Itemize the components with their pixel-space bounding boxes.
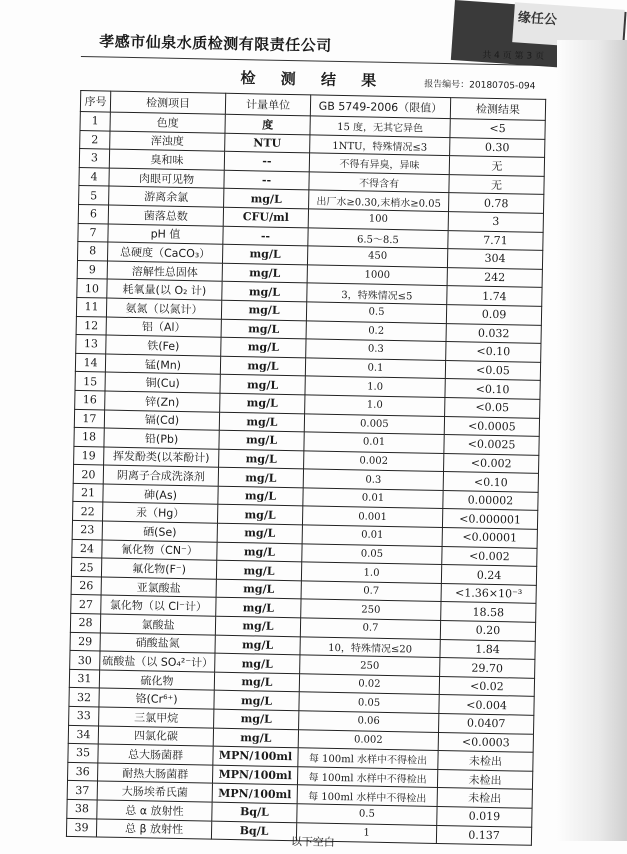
cell-item: 总硬度（CaCO₃） <box>107 242 222 263</box>
background-sheet-text: 缘任公 <box>512 2 625 50</box>
cell-unit: mg/L <box>218 467 303 487</box>
cell-item: 铅(Pb) <box>104 428 219 449</box>
cell-result: 0.09 <box>446 304 541 324</box>
cell-item: 硫酸盐（以 SO₄²⁻计） <box>100 651 215 672</box>
cell-no: 3 <box>79 149 109 168</box>
cell-unit: mg/L <box>213 728 298 748</box>
cell-item: 砷(As) <box>103 484 218 505</box>
cell-unit: mg/L <box>220 356 305 376</box>
cell-result: <0.02 <box>439 676 534 696</box>
cell-no: 13 <box>76 335 106 354</box>
cell-item: 硒(Se) <box>102 521 217 542</box>
cell-unit: mg/L <box>217 505 302 525</box>
cell-item: 耗氧量(以 O₂ 计) <box>107 279 222 300</box>
cell-limit: 6.5～8.5 <box>308 227 448 248</box>
cell-no: 19 <box>74 446 104 465</box>
cell-unit: -- <box>223 226 308 246</box>
page-count: 共 4 页 第 3 页 <box>482 50 545 62</box>
cell-result: <0.0025 <box>444 435 539 455</box>
cell-no: 21 <box>73 483 103 502</box>
end-note: 以下空白 <box>290 835 335 850</box>
cell-item: 氯化物（以 Cl⁻计） <box>101 595 216 616</box>
cell-result: <0.002 <box>442 546 537 566</box>
cell-limit: 0.02 <box>299 674 439 695</box>
cell-unit: Bq/L <box>212 802 297 822</box>
cell-no: 32 <box>69 688 99 707</box>
cell-no: 34 <box>68 725 98 744</box>
cell-no: 38 <box>67 799 97 818</box>
report-number: 报告编号：20180705-094 <box>424 79 536 92</box>
cell-result: 未检出 <box>437 769 532 789</box>
cell-item: 三氯甲烷 <box>99 707 214 728</box>
cell-unit: mg/L <box>222 244 307 264</box>
cell-limit: 1 <box>296 822 436 843</box>
company-name: 孝感市仙泉水质检测有限责任公司 <box>99 32 332 55</box>
cell-no: 5 <box>79 186 109 205</box>
cell-unit: mg/L <box>214 672 299 692</box>
cell-no: 28 <box>70 613 100 632</box>
cell-no: 15 <box>75 372 105 391</box>
cell-unit: mg/L <box>220 375 305 395</box>
cell-unit: mg/L <box>219 412 304 432</box>
cell-item: 总大肠菌群 <box>98 744 213 765</box>
cell-item: 色度 <box>110 112 225 133</box>
cell-item: 溶解性总固体 <box>107 261 222 282</box>
cell-limit: 0.2 <box>306 320 446 341</box>
cell-unit: NTU <box>225 133 310 153</box>
cell-unit: 度 <box>225 114 310 134</box>
cell-no: 29 <box>70 632 100 651</box>
cell-result: 未检出 <box>438 751 533 771</box>
cell-item: 铁(Fe) <box>106 335 221 356</box>
cell-result: 无 <box>449 156 544 176</box>
cell-item: 总 α 放射性 <box>97 800 212 821</box>
cell-result: <0.05 <box>445 360 540 380</box>
cell-limit: 0.002 <box>304 451 444 472</box>
cell-no: 26 <box>71 576 101 595</box>
cell-unit: mg/L <box>219 430 304 450</box>
cell-no: 1 <box>80 111 110 130</box>
cell-limit: 1.0 <box>305 395 445 416</box>
column-header-unit: 计量单位 <box>225 93 310 116</box>
cell-result: 18.58 <box>441 602 536 622</box>
cell-no: 16 <box>75 390 105 409</box>
cell-unit: -- <box>224 151 309 171</box>
cell-limit: 0.5 <box>306 302 446 323</box>
cell-limit: 不得含有 <box>309 172 449 193</box>
cell-limit: 0.01 <box>304 432 444 453</box>
cell-result: <0.00001 <box>442 528 537 548</box>
cell-limit: 0.01 <box>302 525 442 546</box>
cell-item: 硝酸盐氮 <box>100 633 215 654</box>
cell-result: 未检出 <box>437 788 532 808</box>
cell-limit: 0.002 <box>298 729 438 750</box>
cell-result: 1.74 <box>447 286 542 306</box>
cell-result: <0.002 <box>444 453 539 473</box>
cell-limit: 0.05 <box>302 543 442 564</box>
cell-item: 铜(Cu) <box>105 372 220 393</box>
cell-item: 铬(Cr⁶⁺) <box>99 688 214 709</box>
cell-limit: 0.3 <box>303 469 443 490</box>
header-divider <box>81 56 548 66</box>
cell-result: 242 <box>447 267 542 287</box>
results-table <box>66 90 546 846</box>
cell-result: 0.78 <box>449 193 544 213</box>
cell-result: <1.36×10⁻³ <box>441 583 536 603</box>
cell-no: 11 <box>76 297 106 316</box>
cell-result: <0.0003 <box>438 732 533 752</box>
cell-item: 肉眼可见物 <box>109 168 224 189</box>
cell-item: 氟化物(F⁻) <box>101 558 216 579</box>
cell-item: 镉(Cd) <box>104 410 219 431</box>
cell-unit: mg/L <box>215 616 300 636</box>
cell-limit: 0.1 <box>305 358 445 379</box>
cell-no: 37 <box>67 781 97 800</box>
cell-limit: 250 <box>300 655 440 676</box>
cell-result: 1.84 <box>440 639 535 659</box>
cell-unit: mg/L <box>217 542 302 562</box>
cell-unit: mg/L <box>221 337 306 357</box>
cell-item: 浑浊度 <box>110 131 225 152</box>
cell-result: 0.00002 <box>443 490 538 510</box>
cell-limit: 1.0 <box>305 376 445 397</box>
cell-unit: MPN/100ml <box>212 784 297 804</box>
cell-limit: 每 100ml 水样中不得检出 <box>297 785 437 806</box>
cell-limit: 0.005 <box>304 413 444 434</box>
cell-result: 0.137 <box>436 825 531 845</box>
cell-result: 0.032 <box>446 323 541 343</box>
cell-item: 四氯化碳 <box>98 726 213 747</box>
cell-item: 铝（Al） <box>106 317 221 338</box>
cell-result: 0.30 <box>450 137 545 157</box>
cell-limit: 每 100ml 水样中不得检出 <box>298 748 438 769</box>
cell-limit: 0.001 <box>302 506 442 527</box>
cell-unit: mg/L <box>218 486 303 506</box>
cell-result: <0.0005 <box>444 416 539 436</box>
cell-limit: 15 度，无其它异色 <box>310 116 450 137</box>
cell-no: 31 <box>69 669 99 688</box>
column-header-result: 检测结果 <box>450 98 545 121</box>
cell-unit: mg/L <box>214 691 299 711</box>
cell-limit: 0.5 <box>297 804 437 825</box>
cell-unit: mg/L <box>224 189 309 209</box>
cell-result: 0.0407 <box>439 713 534 733</box>
cell-result: <0.004 <box>439 695 534 715</box>
column-header-item: 检测项目 <box>110 91 225 114</box>
cell-result: 无 <box>449 174 544 194</box>
column-header-limit: GB 5749-2006（限值） <box>310 95 450 119</box>
cell-no: 18 <box>74 428 104 447</box>
cell-no: 4 <box>79 167 109 186</box>
cell-result: <0.10 <box>443 472 538 492</box>
cell-limit: 0.05 <box>299 692 439 713</box>
cell-no: 23 <box>72 520 102 539</box>
cell-result: 0.019 <box>437 806 532 826</box>
cell-result: <0.000001 <box>442 509 537 529</box>
cell-unit: mg/L <box>216 560 301 580</box>
cell-result: 0.20 <box>440 621 535 641</box>
cell-unit: mg/L <box>221 319 306 339</box>
cell-limit: 1.0 <box>301 562 441 583</box>
cell-item: 挥发酚类(以苯酚计) <box>104 447 219 468</box>
cell-item: 汞（Hg） <box>103 502 218 523</box>
cell-unit: MPN/100ml <box>213 746 298 766</box>
cell-unit: mg/L <box>221 300 306 320</box>
cell-result: <0.05 <box>445 397 540 417</box>
cell-unit: mg/L <box>222 282 307 302</box>
cell-item: 氯酸盐 <box>100 614 215 635</box>
cell-limit: 0.01 <box>303 488 443 509</box>
cell-limit: 0.7 <box>301 581 441 602</box>
cell-item: 氰化物（CN⁻） <box>102 540 217 561</box>
cell-result: 7.71 <box>448 230 543 250</box>
column-header-no: 序号 <box>80 90 110 112</box>
cell-limit: 450 <box>307 246 447 267</box>
cell-item: 耐热大肠菌群 <box>98 763 213 784</box>
cell-unit: mg/L <box>216 598 301 618</box>
cell-unit: -- <box>224 170 309 190</box>
cell-result: 3 <box>448 212 543 232</box>
cell-no: 10 <box>77 279 107 298</box>
cell-item: 菌落总数 <box>108 205 223 226</box>
table-body <box>66 111 545 845</box>
cell-unit: mg/L <box>215 635 300 655</box>
cell-no: 24 <box>72 539 102 558</box>
paper-edge-shadow <box>557 40 627 841</box>
cell-item: 亚氯酸盐 <box>101 577 216 598</box>
cell-no: 9 <box>77 260 107 279</box>
cell-no: 12 <box>76 316 106 335</box>
cell-limit: 每 100ml 水样中不得检出 <box>297 767 437 788</box>
cell-no: 27 <box>71 595 101 614</box>
cell-unit: mg/L <box>219 449 304 469</box>
cell-limit: 不得有异臭，异味 <box>309 153 449 174</box>
cell-limit: 100 <box>308 209 448 230</box>
cell-item: 锰(Mn) <box>105 354 220 375</box>
cell-limit: 3，特殊情况≤5 <box>307 283 447 304</box>
cell-limit: 250 <box>301 599 441 620</box>
cell-unit: mg/L <box>222 263 307 283</box>
cell-unit: mg/L <box>216 579 301 599</box>
cell-no: 33 <box>69 706 99 725</box>
cell-result: <0.10 <box>445 379 540 399</box>
cell-no: 2 <box>80 130 110 149</box>
cell-result: 29.70 <box>440 658 535 678</box>
cell-result: 304 <box>447 249 542 269</box>
cell-item: 阴离子合成洗涤剂 <box>103 465 218 486</box>
cell-item: 臭和味 <box>109 149 224 170</box>
cell-item: 游离余氯 <box>109 186 224 207</box>
cell-limit: 1NTU，特殊情况≤3 <box>310 134 450 155</box>
cell-item: 锌(Zn) <box>105 391 220 412</box>
cell-no: 22 <box>73 502 103 521</box>
cell-no: 20 <box>73 465 103 484</box>
cell-limit: 0.3 <box>306 339 446 360</box>
cell-no: 39 <box>66 818 96 837</box>
cell-unit: mg/L <box>217 523 302 543</box>
cell-no: 17 <box>74 409 104 428</box>
cell-unit: mg/L <box>220 393 305 413</box>
cell-unit: mg/L <box>214 709 299 729</box>
cell-no: 7 <box>78 223 108 242</box>
cell-result: <0.10 <box>446 342 541 362</box>
cell-no: 14 <box>75 353 105 372</box>
cell-result: <5 <box>450 119 545 139</box>
cell-unit: mg/L <box>215 653 300 673</box>
cell-result: 0.24 <box>441 565 536 585</box>
cell-limit: 1000 <box>307 265 447 286</box>
cell-item: 总 β 放射性 <box>96 818 211 839</box>
cell-item: pH 值 <box>108 224 223 245</box>
cell-no: 36 <box>68 762 98 781</box>
cell-unit: CFU/ml <box>223 207 308 227</box>
page-title: 检 测 结 果 <box>240 69 387 90</box>
cell-item: 大肠埃希氏菌 <box>97 781 212 802</box>
cell-no: 8 <box>78 242 108 261</box>
cell-item: 硫化物 <box>99 670 214 691</box>
cell-unit: Bq/L <box>211 821 296 841</box>
report-page <box>66 0 557 850</box>
cell-item: 氨氮（以氮计） <box>106 298 221 319</box>
cell-no: 30 <box>70 651 100 670</box>
cell-no: 35 <box>68 744 98 763</box>
cell-limit: 0.7 <box>300 618 440 639</box>
cell-unit: MPN/100ml <box>212 765 297 785</box>
cell-limit: 0.06 <box>299 711 439 732</box>
cell-limit: 出厂水≥0.30,末梢水≥0.05 <box>309 190 449 211</box>
cell-no: 6 <box>78 204 108 223</box>
cell-no: 25 <box>71 558 101 577</box>
cell-limit: 10，特殊情况≤20 <box>300 636 440 657</box>
